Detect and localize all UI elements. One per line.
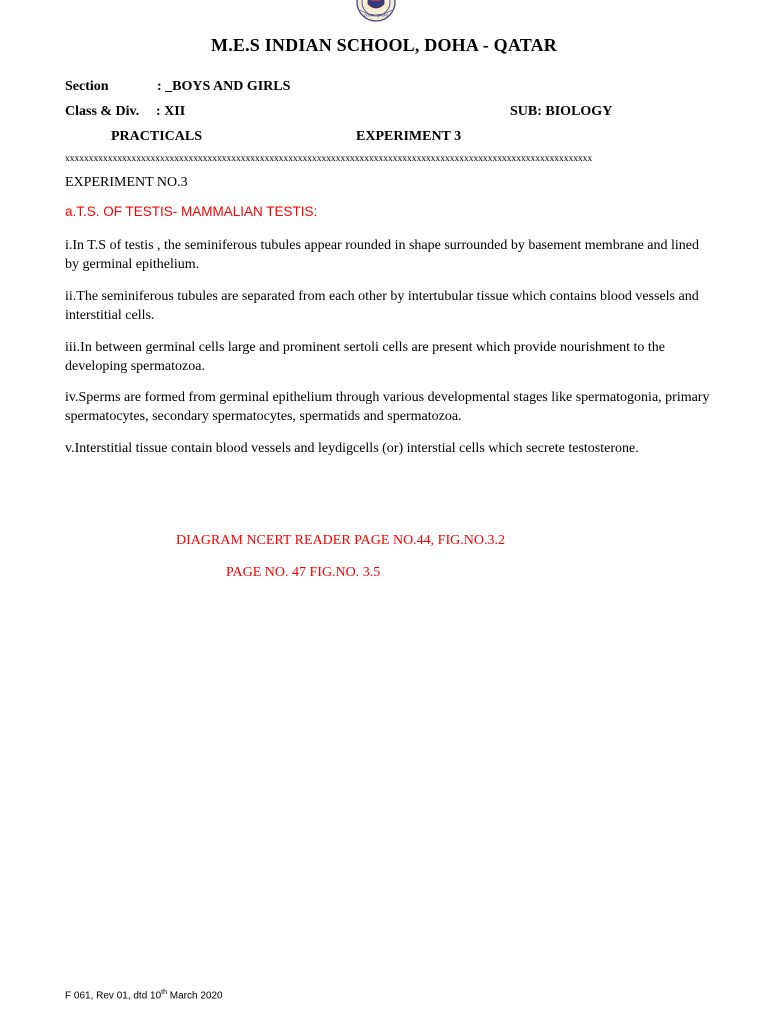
class-value: : XII <box>156 104 186 119</box>
footer-superscript: th <box>161 989 168 996</box>
point-4: iv.Sperms are formed from germinal epithelium through various developmental stages like spermatogonia, primary spermatocytes, secondary spermatocytes, spermatids and spermatozoa. <box>65 390 710 424</box>
diagram-reference-2: PAGE NO. 47 FIG.NO. 3.5 <box>226 565 381 580</box>
point-3: iii.In between germinal cells large and prominent sertoli cells are present which provide nourishment to the developing spermatozoa. <box>65 340 666 374</box>
logo-text: DOHA - QATAR <box>364 13 388 18</box>
section-heading: a.T.S. OF TESTIS- MAMMALIAN TESTIS: <box>65 204 318 219</box>
point-1: i.In T.S of testis , the seminiferous tubules appear rounded in shape surrounded by basement membrane and lined by germinal epithelium. <box>65 238 699 272</box>
point-2: ii.The seminiferous tubules are separated from each other by intertubular tissue which contains blood vessels and interstitial cells. <box>65 289 699 323</box>
section-label: Section <box>65 79 109 94</box>
experiment-label: EXPERIMENT 3 <box>356 129 462 144</box>
separator-line: xxxxxxxxxxxxxxxxxxxxxxxxxxxxxxxxxxxxxxxxxxxxxxxxxxxxxxxxxxxxxxxxxxxxxxxxxxxxxxxxxxxxxxxxxxxxxxxxxxxxxxxxxxxxxxx <box>65 154 593 164</box>
school-title: M.E.S INDIAN SCHOOL, DOHA - QATAR <box>211 35 557 55</box>
subject-label: SUB: BIOLOGY <box>510 104 613 119</box>
diagram-reference-1: DIAGRAM NCERT READER PAGE NO.44, FIG.NO.3.2 <box>176 533 505 548</box>
document-footer <box>65 989 223 1001</box>
point-5: v.Interstitial tissue contain blood vessels and leydigcells (or) interstial cells which secrete testosterone. <box>65 441 639 456</box>
section-value: : _BOYS AND GIRLS <box>157 79 291 94</box>
class-label: Class & Div. <box>65 104 140 119</box>
school-crest-icon <box>352 0 400 22</box>
footer-suffix: March 2020 <box>167 990 223 1002</box>
footer-prefix: F 061, Rev 01, dtd 10 <box>65 990 162 1002</box>
practicals-label: PRACTICALS <box>111 129 203 144</box>
experiment-number: EXPERIMENT NO.3 <box>65 175 188 190</box>
